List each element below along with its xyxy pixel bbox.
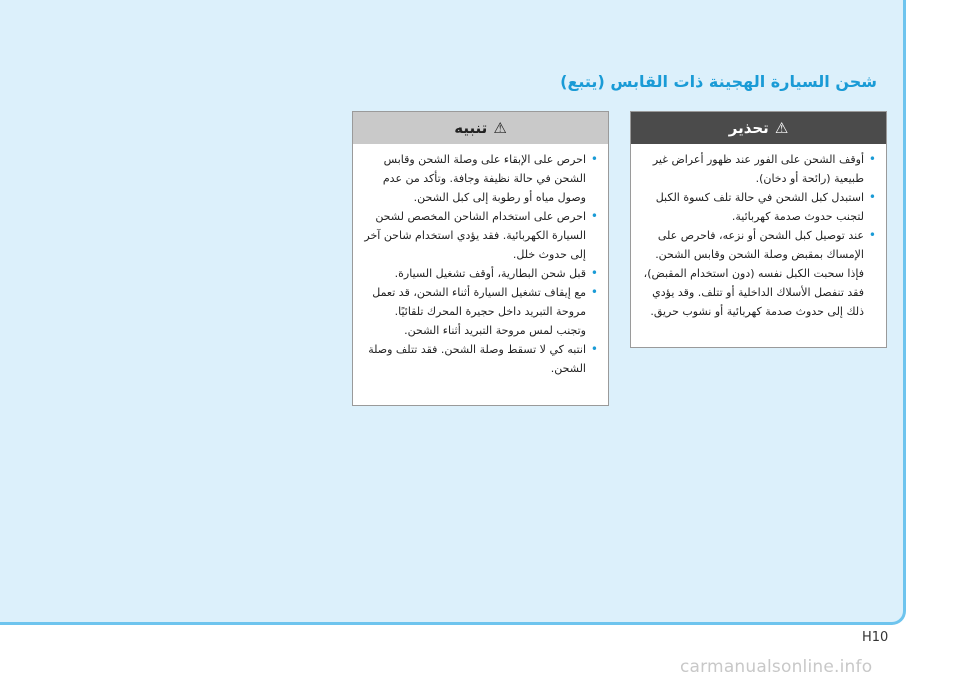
page-number: H10 [862, 630, 889, 645]
caution-box [352, 111, 609, 406]
watermark: carmanualsonline.info [680, 657, 873, 677]
warning-list [631, 144, 886, 327]
caution-item: • مع إيقاف تشغيل السيارة أثناء الشحن، قد تعمل مروحة التبريد داخل حجيرة المحرك تلقائيًا. وتجنب لمس مروحة التبريد أثناء الشحن. [363, 283, 598, 340]
caution-header [353, 112, 608, 144]
warning-title: تحذير [728, 119, 769, 137]
warning-item: • أوقف الشحن على الفور عند ظهور أعراض غير طبيعية (رائحة أو دخان). [641, 150, 876, 188]
caution-item: • انتبه كي لا تسقط وصلة الشحن. فقد تتلف وصلة الشحن. [363, 340, 598, 378]
warning-header [631, 112, 886, 144]
caution-triangle-icon: ⚠ [493, 119, 507, 137]
caution-list [353, 144, 608, 384]
warning-item: • استبدل كبل الشحن في حالة تلف كسوة الكبل لتجنب حدوث صدمة كهربائية. [641, 188, 876, 226]
warning-item: • عند توصيل كبل الشحن أو نزعه، فاحرص على الإمساك بمقبض وصلة الشحن وقابس الشحن. فإذا سحبت الكبل نفسه (دون استخدام المقبض)، فقد تنفصل الأسلاك الداخلية أو تتلف. وقد يؤدي ذلك إلى حدوث صدمة كهربائية أو نشوب حريق. [641, 226, 876, 321]
caution-item: • احرص على استخدام الشاحن المخصص لشحن السيارة الكهربائية. فقد يؤدي استخدام شاحن آخر إلى حدوث خلل. [363, 207, 598, 264]
caution-title: تنبيه [454, 119, 488, 137]
caution-item: • قبل شحن البطارية، أوقف تشغيل السيارة. [363, 264, 598, 283]
caution-item: • احرص على الإبقاء على وصلة الشحن وقابس الشحن في حالة نظيفة وجافة. وتأكد من عدم وصول مياه أو رطوبة إلى كبل الشحن. [363, 150, 598, 207]
section-title: شحن السيارة الهجينة ذات القابس (يتبع) [560, 71, 877, 91]
section-title-bar [560, 68, 885, 94]
warning-triangle-icon: ⚠ [774, 119, 789, 137]
warning-box [630, 111, 887, 348]
